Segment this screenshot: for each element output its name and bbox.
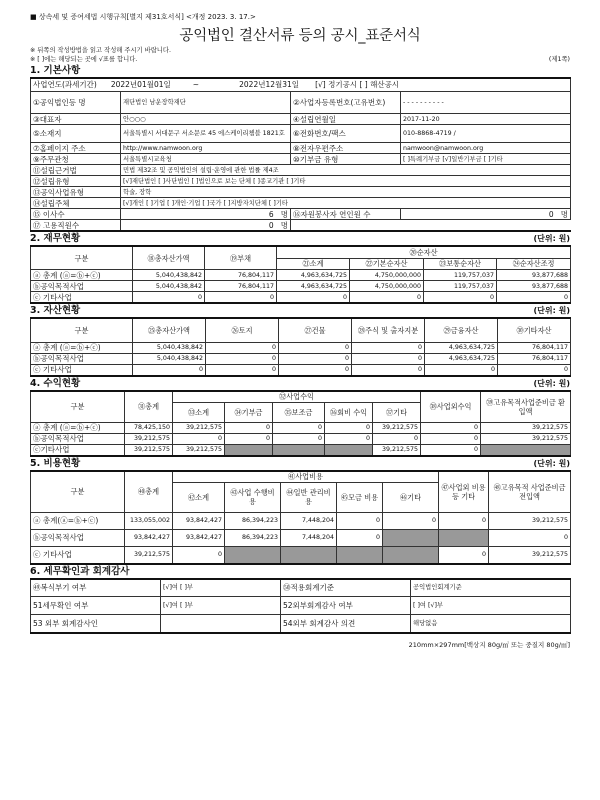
income-cell: 39,212,575 <box>481 422 571 433</box>
assets-cell: 0 <box>279 364 352 376</box>
assets-cell: 5,040,438,842 <box>133 342 206 353</box>
basic-info-table <box>30 77 571 232</box>
income-col-transfer: ㊴고유목적사업준비금 환입액 <box>481 391 571 423</box>
finance-row-label: ⓐ 총계 (ⓐ=ⓑ+ⓒ) <box>31 270 133 281</box>
income-cell: 0 <box>273 433 325 444</box>
assets-col-0: ㉕총자산가액 <box>133 318 206 342</box>
est-label: ④설립연월일 <box>291 114 401 125</box>
assets-table <box>30 317 571 377</box>
finance-cell: 4,963,634,725 <box>277 270 350 281</box>
finance-table <box>30 245 571 304</box>
finance-col-sum: ㉑소계 <box>277 258 350 270</box>
section-basic-title: 1. 기본사항 <box>30 65 81 76</box>
expense-cell: 0 <box>439 512 489 529</box>
income-cell: 0 <box>421 433 481 444</box>
notes <box>30 46 570 64</box>
income-col-nonbiz: ㊳사업외수익 <box>421 391 481 423</box>
form-page <box>30 12 570 649</box>
tel-value: 010-8868-4719 / <box>401 125 571 143</box>
finance-cell: 76,804,117 <box>205 270 277 281</box>
std-value: 공익법인회계기준 <box>411 579 571 597</box>
assets-col-4: ㉙금융자산 <box>425 318 498 342</box>
income-cell: 39,212,575 <box>373 444 421 456</box>
assets-rows <box>31 342 571 376</box>
email-label: ⑧전자우편주소 <box>291 143 401 154</box>
income-row-label: ⓐ 총계 (ⓐ=ⓑ+ⓒ) <box>31 422 125 433</box>
income-cell: 0 <box>373 433 421 444</box>
expense-cell: 93,842,427 <box>125 529 173 546</box>
income-table <box>30 390 571 457</box>
finance-col-normal: ㉓보통순자산 <box>424 258 497 270</box>
volunteer-value <box>401 209 571 220</box>
income-cell: 0 <box>225 433 273 444</box>
volunteer-label: ⑯자원봉사자 연인원 수 <box>291 209 401 220</box>
assets-cell: 0 <box>206 342 279 353</box>
auth-label: ⑨주무관청 <box>31 154 121 165</box>
staff-value <box>121 220 291 232</box>
finance-cell: 0 <box>133 292 205 304</box>
assets-cell: 4,963,634,725 <box>425 353 498 364</box>
income-col-sub-1: ㉞기부금 <box>225 403 273 422</box>
assets-cell: 0 <box>206 364 279 376</box>
assets-row <box>31 342 571 353</box>
board-label: ⑮ 이사수 <box>31 209 121 220</box>
section-income-title <box>30 378 570 390</box>
expense-col-sub-4: ㊻기타 <box>383 483 439 512</box>
finance-cell: 5,040,438,842 <box>133 281 205 292</box>
income-col-sub-0: ㉝소계 <box>173 403 225 422</box>
expense-cell: 86,394,223 <box>225 529 281 546</box>
dbl-value: [√]여 [ ]부 <box>161 579 281 597</box>
expense-col-transfer: ㊽고유목적 사업준비금전입액 <box>489 471 571 513</box>
expense-cell <box>337 546 383 564</box>
fiscal-row <box>31 78 571 92</box>
finance-cell: 0 <box>277 292 350 304</box>
finance-cell: 76,804,117 <box>205 281 277 292</box>
expense-title-text: 5. 비용현황 <box>30 457 81 469</box>
biztype-label: ⑬공익사업유형 <box>31 187 121 198</box>
expense-cell: 0 <box>439 546 489 564</box>
page-label: (제1쪽) <box>548 56 570 63</box>
expense-cell: 0 <box>383 512 439 529</box>
income-cell: 0 <box>325 433 373 444</box>
income-col-total: ㉛총계 <box>125 391 173 423</box>
fiscal-to: 2022년12월31일 <box>239 80 300 89</box>
expense-rows <box>31 512 571 564</box>
expense-row <box>31 512 571 529</box>
expense-row-label: ⓑ공익목적사업 <box>31 529 125 546</box>
income-row <box>31 422 571 433</box>
finance-row-label: ⓑ공익목적사업 <box>31 281 133 292</box>
assets-cell: 0 <box>133 364 206 376</box>
expense-col-total: ㊵총계 <box>125 471 173 513</box>
finance-cell: 119,757,037 <box>424 281 497 292</box>
assets-row-label: ⓐ 총계 (ⓐ=ⓑ+ⓒ) <box>31 342 133 353</box>
expense-col-sub-2: ㊹일반 관리비용 <box>281 483 337 512</box>
finance-cell: 5,040,438,842 <box>133 270 205 281</box>
finance-cell: 0 <box>497 292 571 304</box>
tax-label: 51세무확인 여부 <box>31 597 161 615</box>
income-cell <box>225 444 273 456</box>
type-value: [√]재단법인 [ ]사단법인 [ ]법인으로 보는 단체 [ ]종교기관 [ ]기타 <box>121 176 571 187</box>
expense-col-nonbiz: ㊼사업외 비용 등 기타 <box>439 471 489 513</box>
income-cell: 0 <box>273 422 325 433</box>
finance-col-assets: ⑱총자산가액 <box>133 246 205 270</box>
expense-cell: 0 <box>337 512 383 529</box>
finance-cell: 4,750,000,000 <box>350 281 424 292</box>
bizno-value: - - - - - - - - - - <box>401 92 571 114</box>
board-unit: 명 <box>280 209 288 219</box>
assets-cell: 0 <box>352 353 425 364</box>
fiscal-type: [√] 정기공시 [ ] 해산공시 <box>315 80 400 89</box>
income-cell: 0 <box>225 422 273 433</box>
income-row <box>31 433 571 444</box>
expense-cell: 7,448,204 <box>281 512 337 529</box>
expense-cell: 133,055,002 <box>125 512 173 529</box>
expense-cell: 86,394,223 <box>225 512 281 529</box>
assets-cell: 0 <box>279 353 352 364</box>
volunteer-count: 0 <box>548 209 554 219</box>
assets-cell: 76,804,117 <box>498 342 571 353</box>
expense-cell: 0 <box>337 529 383 546</box>
expense-table <box>30 470 571 565</box>
income-col-sub-2: ㉟보조금 <box>273 403 325 422</box>
note-2: ※ [ ]에는 해당되는 곳에 √표를 합니다. <box>30 56 138 63</box>
expense-col-sub-3: ㊺모금 비용 <box>337 483 383 512</box>
expense-cell <box>383 529 439 546</box>
income-col-div: 구분 <box>31 391 125 423</box>
finance-cell: 0 <box>205 292 277 304</box>
income-row <box>31 444 571 456</box>
expense-row <box>31 546 571 564</box>
staff-label: ⑰ 고용직원수 <box>31 220 121 232</box>
donation-label: ⑩기부금 유형 <box>291 154 401 165</box>
std-label: ㊿적용회계기준 <box>281 579 411 597</box>
audit-value: [ ]여 [√]부 <box>411 597 571 615</box>
finance-col-adj: ㉔순자산조정 <box>497 258 571 270</box>
assets-col-3: ㉘주식 및 출자지분 <box>352 318 425 342</box>
finance-col-liab: ⑲부채 <box>205 246 277 270</box>
finance-cell: 93,877,688 <box>497 281 571 292</box>
finance-cell: 4,963,634,725 <box>277 281 350 292</box>
form-title: 공익법인 결산서류 등의 공시_표준서식 <box>179 28 421 44</box>
founder-value: [√]개인 [ ]기업 [ ]개인·기업 [ ]국가 [ ]지방자치단체 [ ]기타 <box>121 198 571 209</box>
assets-col-2: ㉗건물 <box>279 318 352 342</box>
expense-col-div: 구분 <box>31 471 125 513</box>
income-title-text: 4. 수익현황 <box>30 377 81 389</box>
assets-cell: 0 <box>425 364 498 376</box>
expense-row-label: ⓐ 총계(ⓐ=ⓑ+ⓒ) <box>31 512 125 529</box>
staff-unit: 명 <box>280 220 288 230</box>
assets-cell: 0 <box>279 342 352 353</box>
assets-col-div: 구분 <box>31 318 133 342</box>
basis-value: 민법 제32조 및 공익법인의 설립·운영에 관한 법률 제4조 <box>121 165 571 176</box>
assets-row <box>31 353 571 364</box>
finance-row-label: ⓒ 기타사업 <box>31 292 133 304</box>
finance-col-basic: ㉒기본순자산 <box>350 258 424 270</box>
expense-cell <box>383 546 439 564</box>
income-cell: 78,425,150 <box>125 422 173 433</box>
finance-row <box>31 292 571 304</box>
expense-col-biz: ㊶사업비용 <box>173 471 439 483</box>
expense-cell <box>439 529 489 546</box>
dbl-label: ㊾복식부기 여부 <box>31 579 161 597</box>
finance-cell: 119,757,037 <box>424 270 497 281</box>
finance-cell: 93,877,688 <box>497 270 571 281</box>
expense-cell: 0 <box>489 529 571 546</box>
regulation-line: ■ 상속세 및 증여세법 시행규칙[별지 제31호서식] <개정 2023. 3. 17.> <box>30 13 256 21</box>
income-cell <box>273 444 325 456</box>
expense-row-label: ⓒ 기타사업 <box>31 546 125 564</box>
staff-count: 0 <box>268 220 274 230</box>
rep-value: 안○○○ <box>121 114 291 125</box>
tax-value: [√]여 [ ]부 <box>161 597 281 615</box>
section-audit-title: 6. 세무확인과 회계감사 <box>30 565 130 577</box>
income-col-biz: ㉜사업수익 <box>173 391 421 403</box>
expense-cell: 39,212,575 <box>489 546 571 564</box>
section-assets-title <box>30 305 570 317</box>
expense-cell: 0 <box>173 546 225 564</box>
assets-cell: 0 <box>352 364 425 376</box>
home-label: ⑦홈페이지 주소 <box>31 143 121 154</box>
auditor-value <box>161 615 281 633</box>
fiscal-from: 2022년01월01일 <box>110 80 171 89</box>
basis-label: ⑪설립근거법 <box>31 165 121 176</box>
assets-col-1: ㉖토지 <box>206 318 279 342</box>
name-value: 재단법인 남운장학재단 <box>121 92 291 114</box>
finance-cell: 0 <box>424 292 497 304</box>
expense-col-sub-1: ㊸사업 수행비용 <box>225 483 281 512</box>
paper-spec: 210mm×297mm[백상지 80g/㎡ 또는 중질지 80g/㎡] <box>408 640 570 649</box>
finance-col-net: ⑳순자산 <box>277 246 571 258</box>
assets-cell: 5,040,438,842 <box>133 353 206 364</box>
income-cell: 39,212,575 <box>481 433 571 444</box>
finance-col-div: 구분 <box>31 246 133 270</box>
founder-label: ⑭설립주체 <box>31 198 121 209</box>
income-cell: 0 <box>421 422 481 433</box>
finance-cell: 0 <box>350 292 424 304</box>
income-cell <box>481 444 571 456</box>
income-cell: 0 <box>421 444 481 456</box>
audit-table <box>30 578 571 634</box>
assets-title-text: 3. 자산현황 <box>30 305 81 316</box>
board-count: 6 <box>268 209 274 219</box>
income-cell: 39,212,575 <box>173 444 225 456</box>
finance-row <box>31 281 571 292</box>
opinion-value: 해당없음 <box>411 615 571 633</box>
assets-col-5: ㉚기타자산 <box>498 318 571 342</box>
name-label: ①공익법인등 명 <box>31 92 121 114</box>
assets-row-label: ⓑ공익목적사업 <box>31 353 133 364</box>
rep-label: ③대표자 <box>31 114 121 125</box>
assets-cell: 0 <box>498 364 571 376</box>
assets-row-label: ⓒ 기타사업 <box>31 364 133 376</box>
expense-cell <box>225 546 281 564</box>
expense-row <box>31 529 571 546</box>
est-value: 2017-11-20 <box>401 114 571 125</box>
bizno-label: ②사업자등록번호(고유번호) <box>291 92 401 114</box>
home-value: http://www.namwoon.org <box>121 143 291 154</box>
finance-row <box>31 270 571 281</box>
income-col-sub-3: ㊱회비 수익 <box>325 403 373 422</box>
section-finance-title <box>30 233 570 245</box>
type-label: ⑫설립유형 <box>31 176 121 187</box>
tel-label: ⑥전화번호/팩스 <box>291 125 401 143</box>
finance-title-text: 2. 재무현황 <box>30 233 81 244</box>
expense-cell: 39,212,575 <box>489 512 571 529</box>
income-col-sub-4: ㊲기타 <box>373 403 421 422</box>
note-1: ※ 뒤쪽의 작성방법을 읽고 작성해 주시기 바랍니다. <box>30 47 171 54</box>
expense-cell: 93,842,427 <box>173 512 225 529</box>
finance-rows <box>31 270 571 304</box>
income-unit: (단위: 원) <box>533 378 570 388</box>
income-cell <box>325 444 373 456</box>
expense-col-sub-0: ㊷소계 <box>173 483 225 512</box>
income-cell: 39,212,575 <box>125 444 173 456</box>
income-cell: 39,212,575 <box>173 422 225 433</box>
income-cell: 39,212,575 <box>125 433 173 444</box>
assets-cell: 4,963,634,725 <box>425 342 498 353</box>
fiscal-label: 사업연도(과세기간) <box>33 80 97 89</box>
addr-label: ⑤소재지 <box>31 125 121 143</box>
auth-value: 서울특별시교육청 <box>121 154 291 165</box>
expense-unit: (단위: 원) <box>533 458 570 468</box>
finance-unit: (단위: 원) <box>533 234 570 243</box>
biztype-value: 학술, 장학 <box>121 187 571 198</box>
volunteer-unit: 명 <box>560 209 568 219</box>
income-cell: 0 <box>325 422 373 433</box>
board-value <box>121 209 291 220</box>
income-rows <box>31 422 571 456</box>
income-cell: 0 <box>173 433 225 444</box>
opinion-label: 54외부 회계감사 의견 <box>281 615 411 633</box>
audit-label: 52외부회계감사 여부 <box>281 597 411 615</box>
addr-value: 서울특별시 서대문구 서소문로 45 에스케이리쳄블 1821호 <box>121 125 291 143</box>
fiscal-tilde: ~ <box>192 80 200 89</box>
expense-cell <box>281 546 337 564</box>
expense-cell: 93,842,427 <box>173 529 225 546</box>
assets-cell: 0 <box>206 353 279 364</box>
assets-cell: 76,804,117 <box>498 353 571 364</box>
expense-cell: 39,212,575 <box>125 546 173 564</box>
income-row-label: ⓑ공익목적사업 <box>31 433 125 444</box>
finance-cell: 4,750,000,000 <box>350 270 424 281</box>
income-cell: 39,212,575 <box>373 422 421 433</box>
assets-unit: (단위: 원) <box>533 306 570 315</box>
income-row-label: ⓒ기타사업 <box>31 444 125 456</box>
expense-cell: 7,448,204 <box>281 529 337 546</box>
email-value: namwoon@namwoon.org <box>401 143 571 154</box>
donation-value: [ ]특례기부금 [√]일반기부금 [ ]기타 <box>401 154 571 165</box>
section-expense-title <box>30 458 570 470</box>
auditor-label: 53 외부 회계감사인 <box>31 615 161 633</box>
assets-row <box>31 364 571 376</box>
blank-cell <box>291 220 571 232</box>
assets-cell: 0 <box>352 342 425 353</box>
